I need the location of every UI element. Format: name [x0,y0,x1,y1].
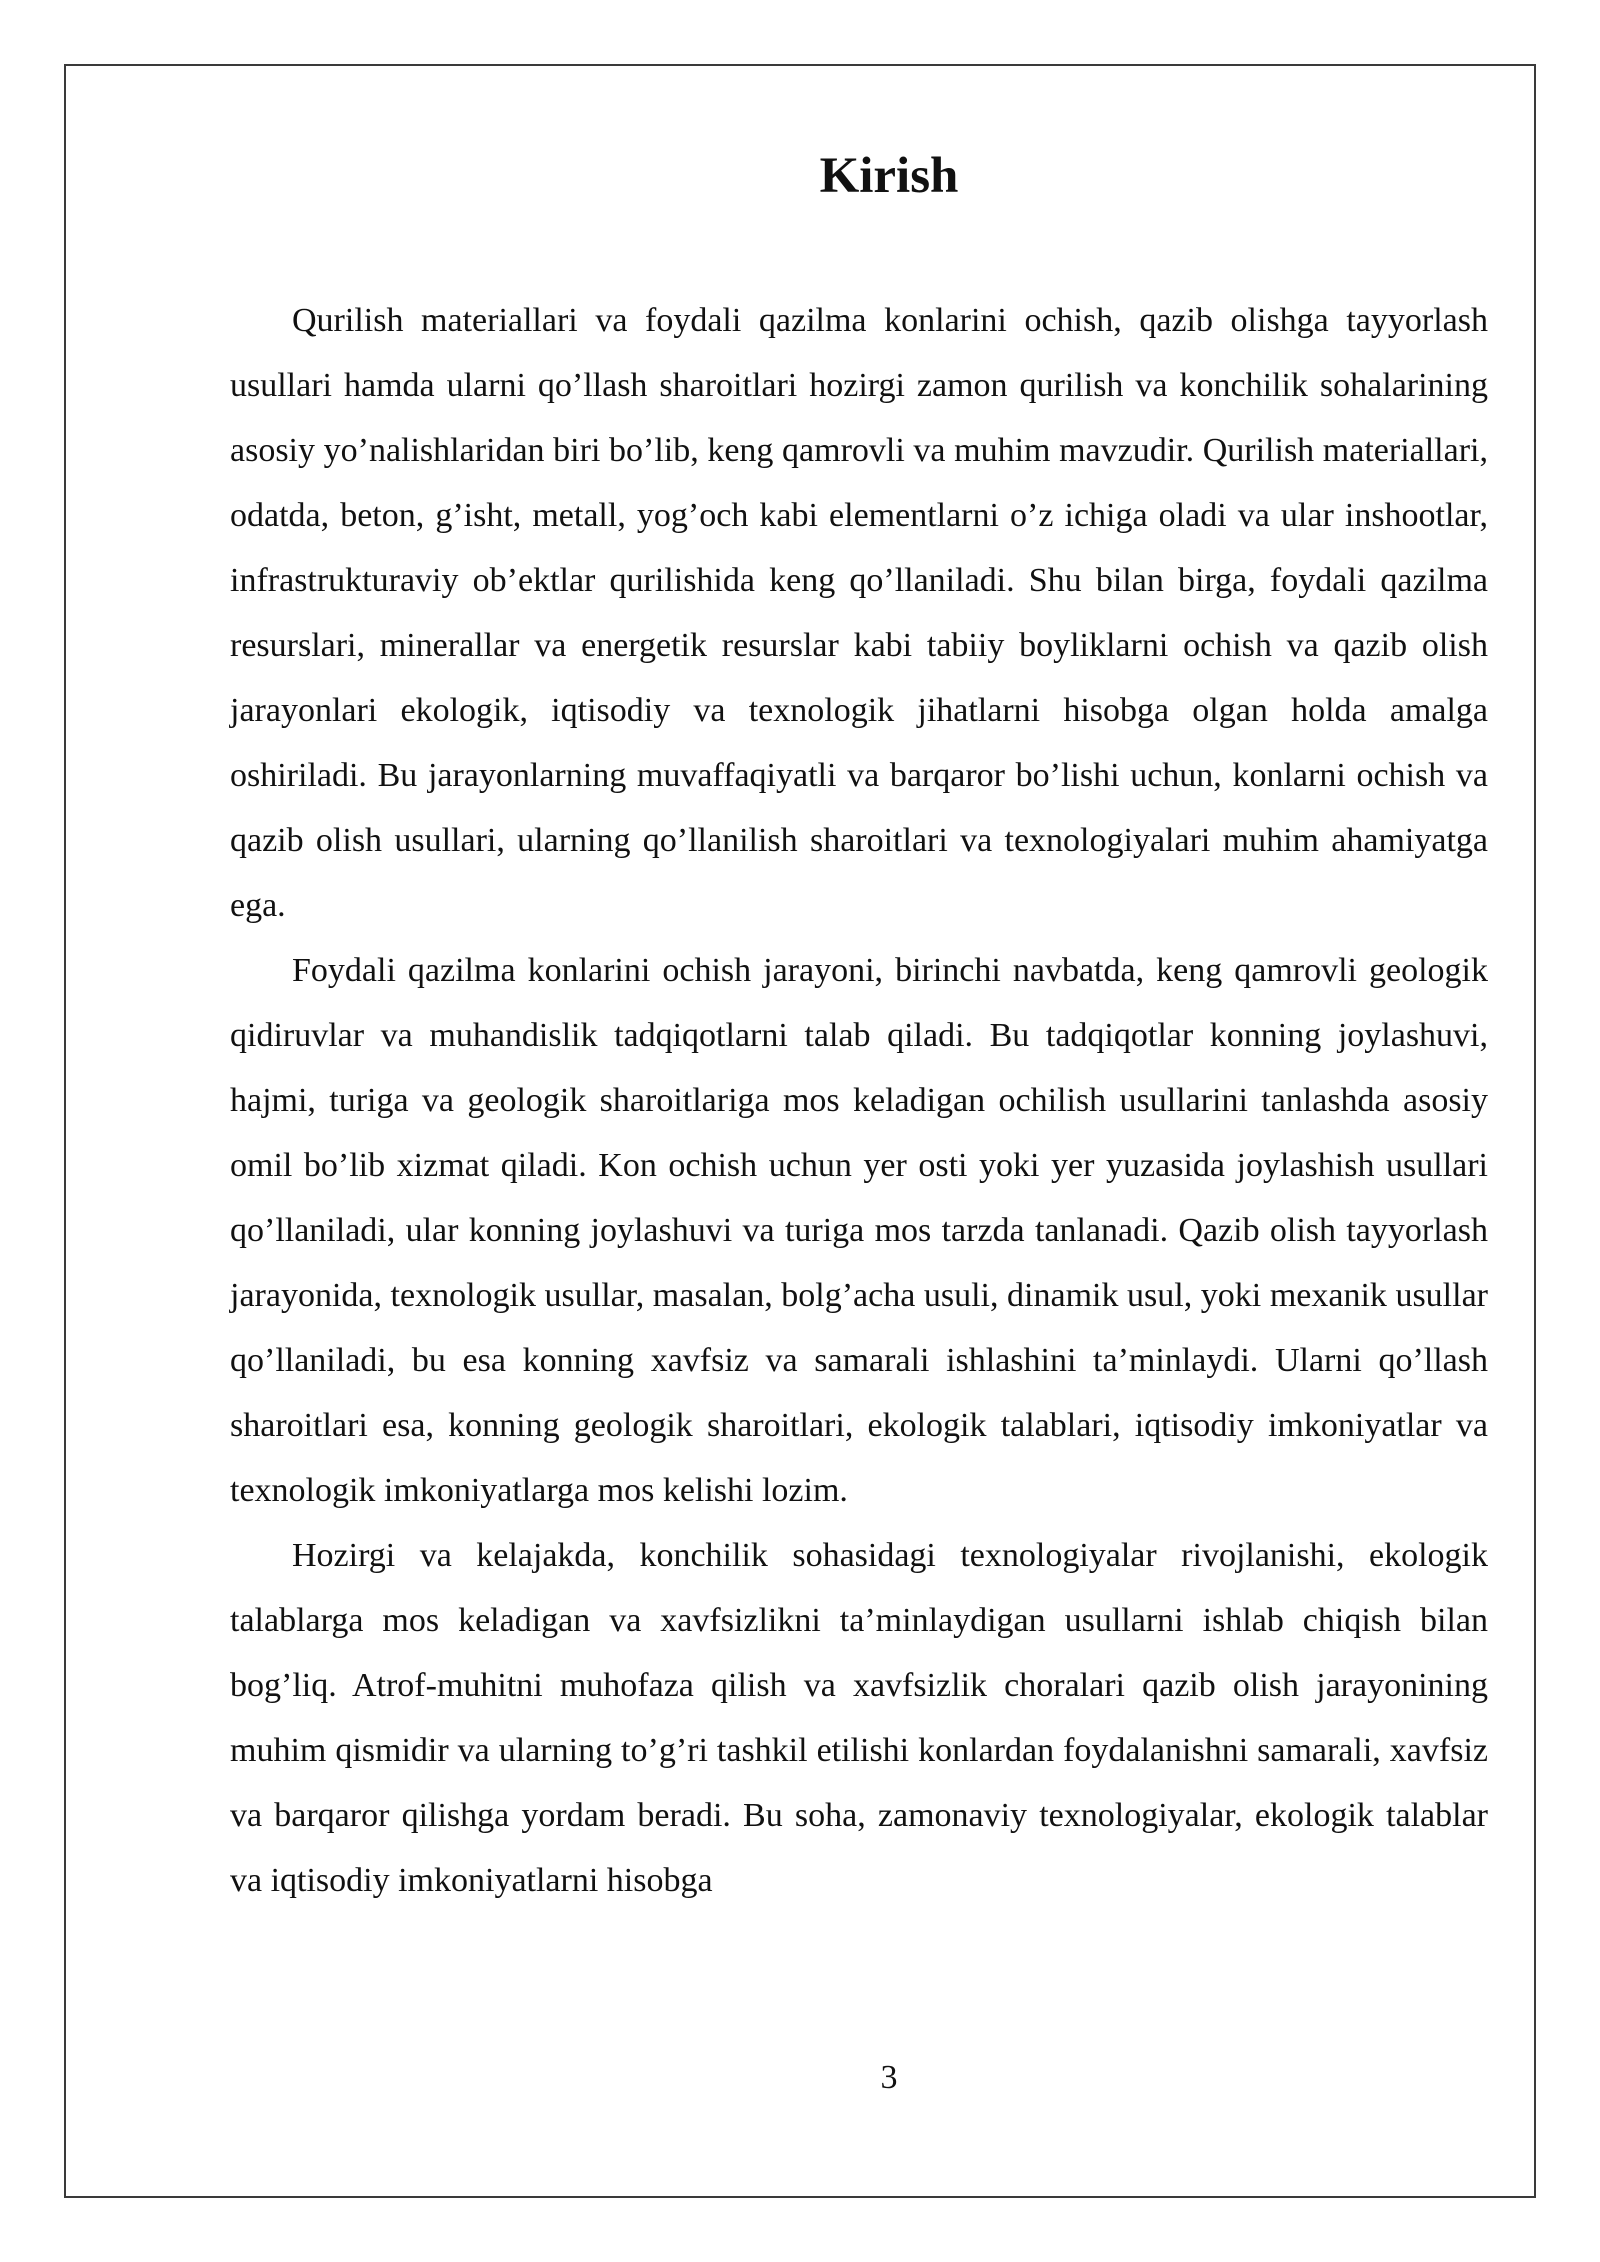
page-number: 3 [880,2059,898,2096]
paragraph-1: Qurilish materiallari va foydali qazilma konlarini ochish, qazib olishga tayyorlash usullari hamda ularni qo’llash sharoitlari hozirgi zamon qurilish va konchilik sohalarining asosiy yo’nalishlaridan biri bo’lib, keng qamrovli va muhim mavzudir. Qurilish materiallari, odatda, beton, g’isht, metall, yog’och kabi elementlarni o’z ichiga oladi va ular inshootlar, infrastrukturaviy ob’ektlar qurilishida keng qo’llaniladi. Shu bilan birga, foydali qazilma resurslari, minerallar va energetik resurslar kabi tabiiy boyliklarni ochish va qazib olish jarayonlari ekologik, iqtisodiy va texnologik jihatlarni hisobga olgan holda amalga oshiriladi. Bu jarayonlarning muvaffaqiyatli va barqaror bo’lishi uchun, konlarni ochish va qazib olish usullari, ularning qo’llanilish sharoitlari va texnologiyalari muhim ahamiyatga ega. [230,302,1488,924]
body-text [230,288,1488,1913]
paragraph-3: Hozirgi va kelajakda, konchilik sohasidagi texnologiyalar rivojlanishi, ekologik talablarga mos keladigan va xavfsizlikni ta’minlaydigan usullarni ishlab chiqish bilan bog’liq. Atrof-muhitni muhofaza qilish va xavfsizlik choralari qazib olish jarayonining muhim qismidir va ularning to’g’ri tashkil etilishi konlardan foydalanishni samarali, xavfsiz va barqaror qilishga yordam beradi. Bu soha, zamonaviy texnologiyalar, ekologik talablar va iqtisodiy imkoniyatlarni hisobga [230,1537,1488,1899]
page-title: Kirish [819,148,959,204]
paragraph-2: Foydali qazilma konlarini ochish jarayoni, birinchi navbatda, keng qamrovli geologik qidiruvlar va muhandislik tadqiqotlarni talab qiladi. Bu tadqiqotlar konning joylashuvi, hajmi, turiga va geologik sharoitlariga mos keladigan ochilish usullarini tanlashda asosiy omil bo’lib xizmat qiladi. Kon ochish uchun yer osti yoki yer yuzasida joylashish usullari qo’llaniladi, ular konning joylashuvi va turiga mos tarzda tanlanadi. Qazib olish tayyorlash jarayonida, texnologik usullar, masalan, bolg’acha usuli, dinamik usul, yoki mexanik usullar qo’llaniladi, bu esa konning xavfsiz va samarali ishlashini ta’minlaydi. Ularni qo’llash sharoitlari esa, konning geologik sharoitlari, ekologik talablari, iqtisodiy imkoniyatlar va texnologik imkoniyatlarga mos kelishi lozim. [230,952,1488,1509]
